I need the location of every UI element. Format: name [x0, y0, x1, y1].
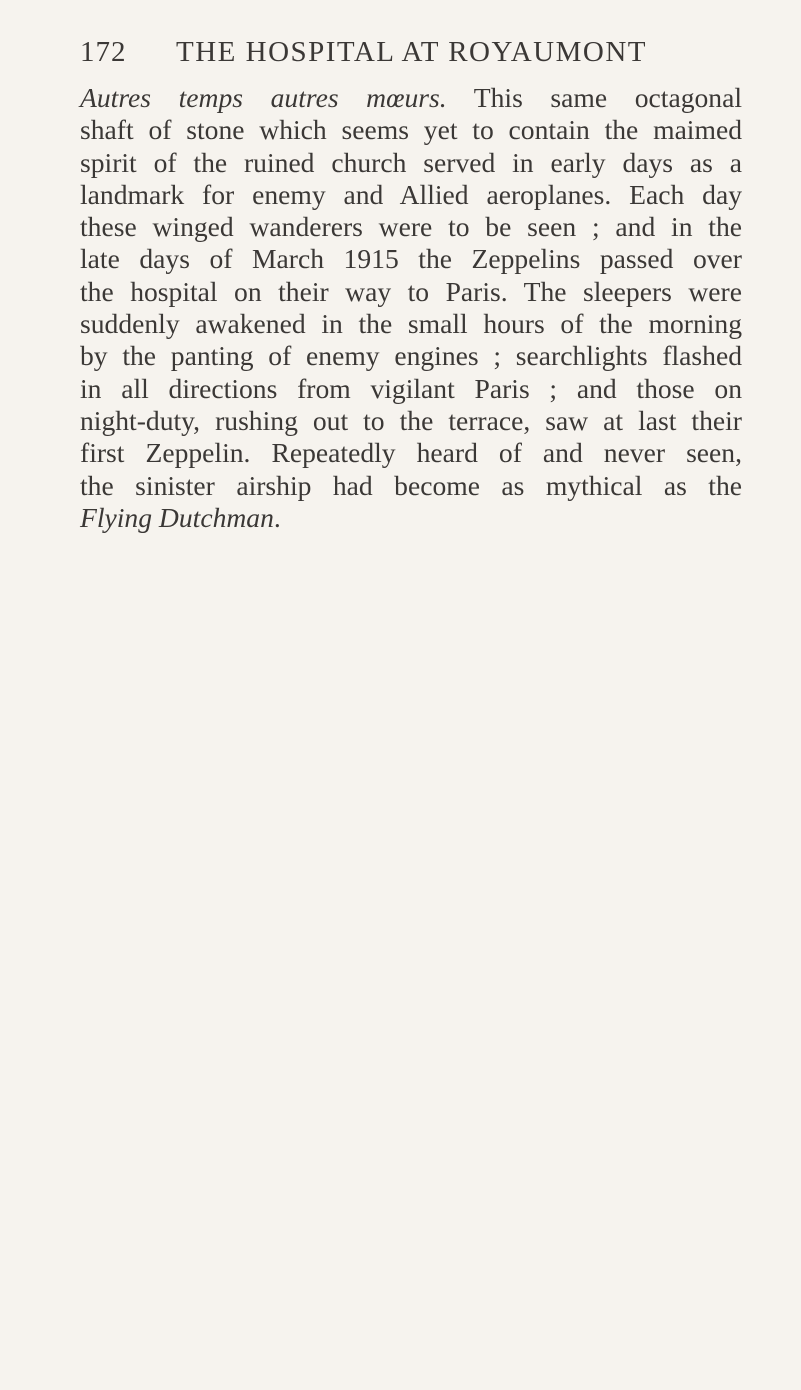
text-line: first Zeppelin. Repeatedly heard of and never seen,: [80, 437, 742, 469]
text-line: landmark for enemy and Allied aeroplanes. Each day: [80, 178, 742, 210]
text-line: night-duty, rushing out to the terrace, saw at last their: [80, 404, 742, 436]
text-line: these winged wanderers were to be seen ; and in the: [80, 211, 742, 243]
italic-phrase: Autres temps autres mœurs.: [80, 82, 447, 113]
text-line: shaft of stone which seems yet to contain the maimed: [80, 114, 742, 146]
text-line: late days of March 1915 the Zeppelins passed over: [80, 243, 742, 275]
italic-phrase: Flying Dutchman: [80, 501, 274, 533]
running-head: [80, 30, 740, 70]
text-line: suddenly awakened in the small hours of the morning: [80, 308, 742, 340]
text-line: [80, 82, 742, 114]
running-title: THE HOSPITAL AT ROYAUMONT: [176, 36, 647, 68]
text-line: [80, 502, 742, 534]
page-number: 172: [80, 36, 127, 68]
text-line: by the panting of enemy engines ; searchlights flashed: [80, 340, 742, 372]
line-text: .: [273, 501, 281, 533]
text-line: the hospital on their way to Paris. The sleepers were: [80, 275, 742, 307]
text-line: the sinister airship had become as mythical as the: [80, 469, 742, 501]
body-paragraph: [80, 82, 742, 534]
line-text: This same octagonal: [446, 82, 742, 113]
text-line: in all directions from vigilant Paris ; and those on: [80, 372, 742, 404]
text-line: spirit of the ruined church served in early days as a: [80, 146, 742, 178]
